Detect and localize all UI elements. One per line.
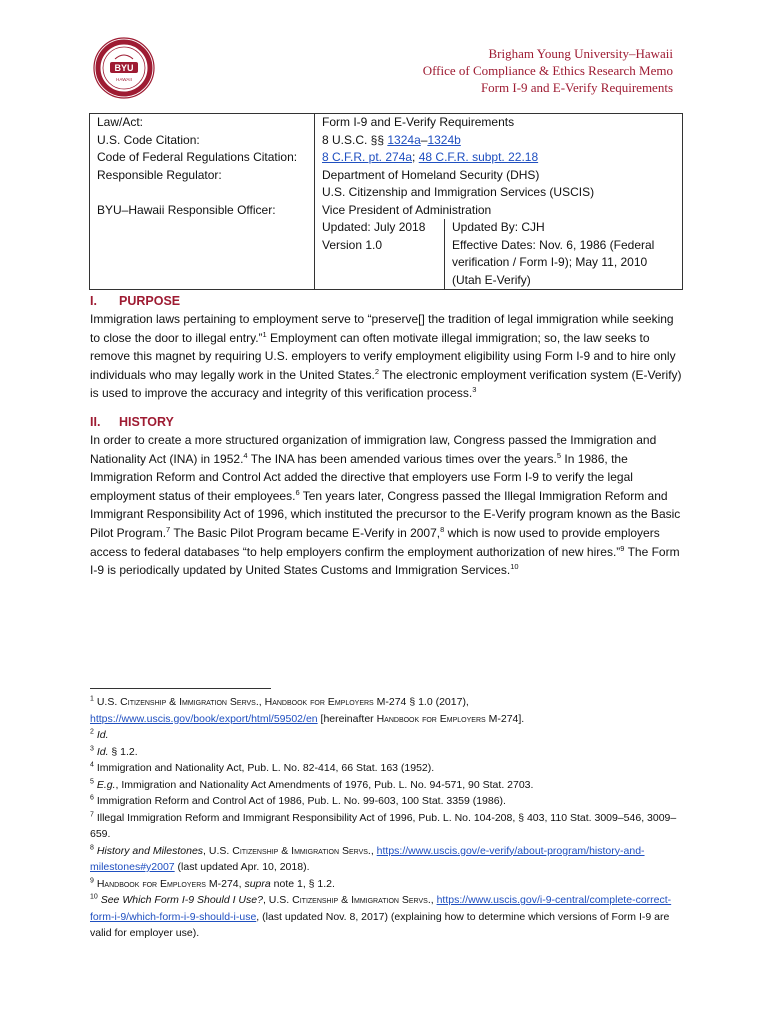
- header-university: Brigham Young University–Hawaii: [488, 46, 673, 61]
- history-text-3: In 1986, the Immigration Reform and Control Act added the directive that employers use Form I-9 to verify the legal employment status of their employees.: [90, 451, 633, 503]
- footnote-divider: [90, 688, 271, 689]
- footnote-text: M-274 § 1.0 (2017),: [373, 696, 469, 708]
- footnote-text: ,: [258, 696, 265, 708]
- footnote-4: [90, 760, 680, 777]
- footnote-text: Id.: [93, 745, 109, 758]
- footnote-text: Handbook for Employers: [96, 877, 206, 890]
- history-title: HISTORY: [119, 415, 174, 429]
- purpose-text-1: Immigration laws pertaining to employment serve to “preserve[] the tradition of legal immigration while seeking to close the door to illegal entry.”: [90, 312, 674, 345]
- footnote-number: 10: [90, 893, 98, 901]
- footnote-10-link[interactable]: https://www.uscis.gov/i-9-central/complete-correct-form-i-9/which-form-i-9-should-i-use: [90, 894, 672, 923]
- footnote-7: [90, 810, 680, 843]
- effective-dates-line2: verification / Form I-9); May 11, 2010: [452, 255, 648, 269]
- updated-by: Updated By: CJH: [452, 220, 545, 234]
- footnote-text: Citizenship & Immigration Servs.: [232, 844, 371, 857]
- purpose-paragraph: [90, 310, 685, 403]
- code-prefix: 8 U.S.C. §§: [322, 132, 388, 147]
- footnote-10: [90, 892, 680, 942]
- history-text-1: In order to create a more structured organization of immigration law, Congress passed the Immigration and Nationality Act (INA) in 1952.: [90, 433, 657, 466]
- meta-row-law: [90, 114, 682, 132]
- footnote-1-link[interactable]: https://www.uscis.gov/book/export/html/59502/en: [90, 712, 318, 725]
- effective-dates-line1: Effective Dates: Nov. 6, 1986 (Federal: [452, 237, 655, 252]
- purpose-text-3: The electronic employment verification system (E-Verify) is used to improve the accuracy and integrity of this verification process.: [90, 367, 682, 401]
- footnotes: [90, 694, 680, 942]
- regulator-uscis: U.S. Citizenship and Immigration Services (USCIS): [322, 185, 595, 199]
- footnote-text: Citizenship & Immigration Servs.: [120, 696, 259, 708]
- footnote-ref-3[interactable]: 3: [472, 385, 477, 395]
- footnote-text: M-274,: [205, 877, 245, 890]
- purpose-number: I.: [90, 294, 97, 308]
- footnote-ref-6[interactable]: 6: [295, 487, 300, 497]
- law-value: Form I-9 and E-Verify Requirements: [314, 114, 682, 132]
- meta-row-code: [90, 132, 682, 150]
- meta-empty-cell: [90, 219, 314, 289]
- meta-row-officer: [90, 202, 682, 220]
- footnote-text: (last updated Apr. 10, 2018).: [174, 861, 310, 873]
- footnote-text: note 1, § 1.2.: [270, 877, 335, 890]
- footnote-number: 9: [90, 877, 94, 884]
- footnote-number: 1: [90, 695, 94, 703]
- metadata-table: [89, 113, 683, 290]
- section-purpose: [90, 293, 685, 403]
- footnote-3: [90, 744, 680, 761]
- cfr-link-274a[interactable]: 8 C.F.R. pt. 274a: [322, 150, 413, 164]
- law-label: Law/Act:: [97, 115, 144, 129]
- footnote-text: Immigration Reform and Control Act of 1986, Pub. L. No. 99-603, 100 Stat. 3359 (1986).: [93, 795, 506, 807]
- footnote-6: [90, 793, 680, 810]
- history-heading: [90, 414, 685, 431]
- footnote-number: 3: [90, 745, 94, 752]
- footnote-text: Id.: [93, 729, 109, 741]
- footnote-number: 6: [90, 794, 94, 802]
- footnote-8: [90, 843, 680, 876]
- header-title: Form I-9 and E-Verify Requirements: [480, 80, 673, 95]
- footnote-text: History and Milestones: [93, 844, 204, 857]
- cfr-link-22-18[interactable]: 48 C.F.R. subpt. 22.18: [418, 150, 539, 164]
- history-text-2: The INA has been amended various times over the years.: [247, 451, 557, 466]
- footnote-number: 4: [90, 761, 94, 769]
- footnote-ref-2[interactable]: 2: [374, 366, 379, 376]
- footnote-text: Illegal Immigration Reform and Immigrant Responsibility Act of 1996, Pub. L. No. 104-208, § 403, 110 Stat. 3009–546, 3009–659.: [90, 811, 677, 840]
- footnote-text: U.S.: [93, 696, 121, 708]
- code-link-1324a[interactable]: 1324a: [387, 132, 421, 147]
- footnote-number: 7: [90, 811, 94, 818]
- effective-dates-line3: (Utah E-Verify): [452, 272, 531, 287]
- version: Version 1.0: [322, 237, 383, 252]
- footnote-9: [90, 876, 680, 893]
- purpose-heading: [90, 293, 685, 310]
- regulator-label: Responsible Regulator:: [97, 167, 222, 182]
- history-number: II.: [90, 415, 101, 429]
- footnote-number: 8: [90, 844, 94, 851]
- footnote-ref-7[interactable]: 7: [166, 524, 171, 534]
- footnote-ref-10[interactable]: 10: [510, 562, 519, 572]
- section-history: [90, 414, 685, 580]
- cfr-value: [314, 149, 682, 167]
- footnote-text: , (last updated Nov. 8, 2017) (explaining how to determine which versions of Form I-9 are valid for employer use).: [90, 910, 670, 939]
- memo-header: [423, 45, 673, 96]
- effective-cell: [444, 219, 682, 289]
- footnote-text: supra: [244, 877, 271, 890]
- history-text-4: Ten years later, Congress passed the Illegal Immigration Reform and Immigrant Responsibility Act of 1996, which instituted the precursor to the E-Verify program known as the Basic Pilot Program.: [90, 488, 681, 540]
- svg-text:BYU: BYU: [114, 63, 134, 73]
- footnote-text: [hereinafter: [317, 712, 377, 725]
- svg-text:HAWAII: HAWAII: [116, 77, 132, 82]
- footnote-text: See Which Form I-9 Should I Use?: [97, 894, 263, 906]
- history-text-7: The Form I-9 is periodically updated by United States Customs and Immigration Services.: [90, 544, 680, 578]
- meta-row-regulator: [90, 167, 682, 202]
- byu-hawaii-seal-logo: [93, 37, 155, 99]
- footnote-ref-8[interactable]: 8: [440, 524, 445, 534]
- footnote-number: 5: [90, 778, 94, 785]
- footnote-2: [90, 727, 680, 744]
- meta-row-cfr: [90, 149, 682, 167]
- officer-label: BYU–Hawaii Responsible Officer:: [97, 202, 276, 217]
- code-link-1324b[interactable]: 1324b: [427, 132, 461, 147]
- footnote-text: ,: [430, 894, 437, 906]
- officer-value: Vice President of Administration: [314, 202, 682, 220]
- history-text-5: The Basic Pilot Program became E-Verify in 2007,: [170, 525, 441, 540]
- footnote-text: Immigration and Nationality Act, Pub. L. No. 82-414, 66 Stat. 163 (1952).: [93, 762, 435, 774]
- purpose-text-2: Employment can often motivate illegal immigration; so, the law seeks to remove this magnet by requiring U.S. employers to verify employment eligibility using Form I-9 and to hire only individuals who may legally work in the United States.: [90, 330, 676, 382]
- code-separator: –: [420, 132, 428, 147]
- footnote-8-link[interactable]: https://www.uscis.gov/e-verify/about-program/history-and-milestones#y2007: [90, 844, 645, 873]
- footnote-ref-9[interactable]: 9: [620, 543, 625, 553]
- footnote-ref-1[interactable]: 1: [262, 329, 267, 339]
- footnote-ref-5[interactable]: 5: [556, 450, 562, 460]
- footnote-text: Handbook for Employers: [264, 696, 374, 708]
- code-label: U.S. Code Citation:: [97, 132, 200, 147]
- cfr-separator: ;: [412, 150, 419, 164]
- footnote-text: Citizenship & Immigration Servs.: [292, 894, 431, 906]
- purpose-title: PURPOSE: [119, 294, 181, 308]
- footnote-text: , Immigration and Nationality Act Amendments of 1976, Pub. L. No. 94-571, 90 Stat. 2703.: [115, 778, 534, 791]
- footnote-text: E.g.: [93, 778, 116, 791]
- footnote-text: , U.S.: [262, 894, 293, 906]
- code-value: [314, 132, 682, 150]
- footnote-5: [90, 777, 680, 794]
- meta-row-dates: [90, 219, 682, 289]
- cfr-label: Code of Federal Regulations Citation:: [97, 150, 298, 164]
- regulator-dhs: Department of Homeland Security (DHS): [322, 167, 540, 182]
- history-text-6: which is now used to provide employers access to federal databases “to help employers confirm the employment authorization of new hires.”: [90, 525, 660, 559]
- footnote-text: M-274].: [485, 712, 525, 725]
- footnote-text: § 1.2.: [108, 745, 138, 758]
- footnote-text: ,: [370, 844, 377, 857]
- header-office: Office of Compliance & Ethics Research Memo: [422, 63, 673, 78]
- regulator-value: [314, 167, 682, 202]
- footnote-number: 2: [90, 728, 94, 736]
- footnote-text: Handbook for Employers: [376, 712, 486, 725]
- updated-cell: [314, 219, 444, 289]
- footnote-text: , U.S.: [203, 844, 233, 857]
- footnote-ref-4[interactable]: 4: [243, 450, 248, 460]
- footnote-1: [90, 694, 680, 727]
- updated-date: Updated: July 2018: [322, 220, 426, 234]
- history-paragraph: [90, 431, 685, 580]
